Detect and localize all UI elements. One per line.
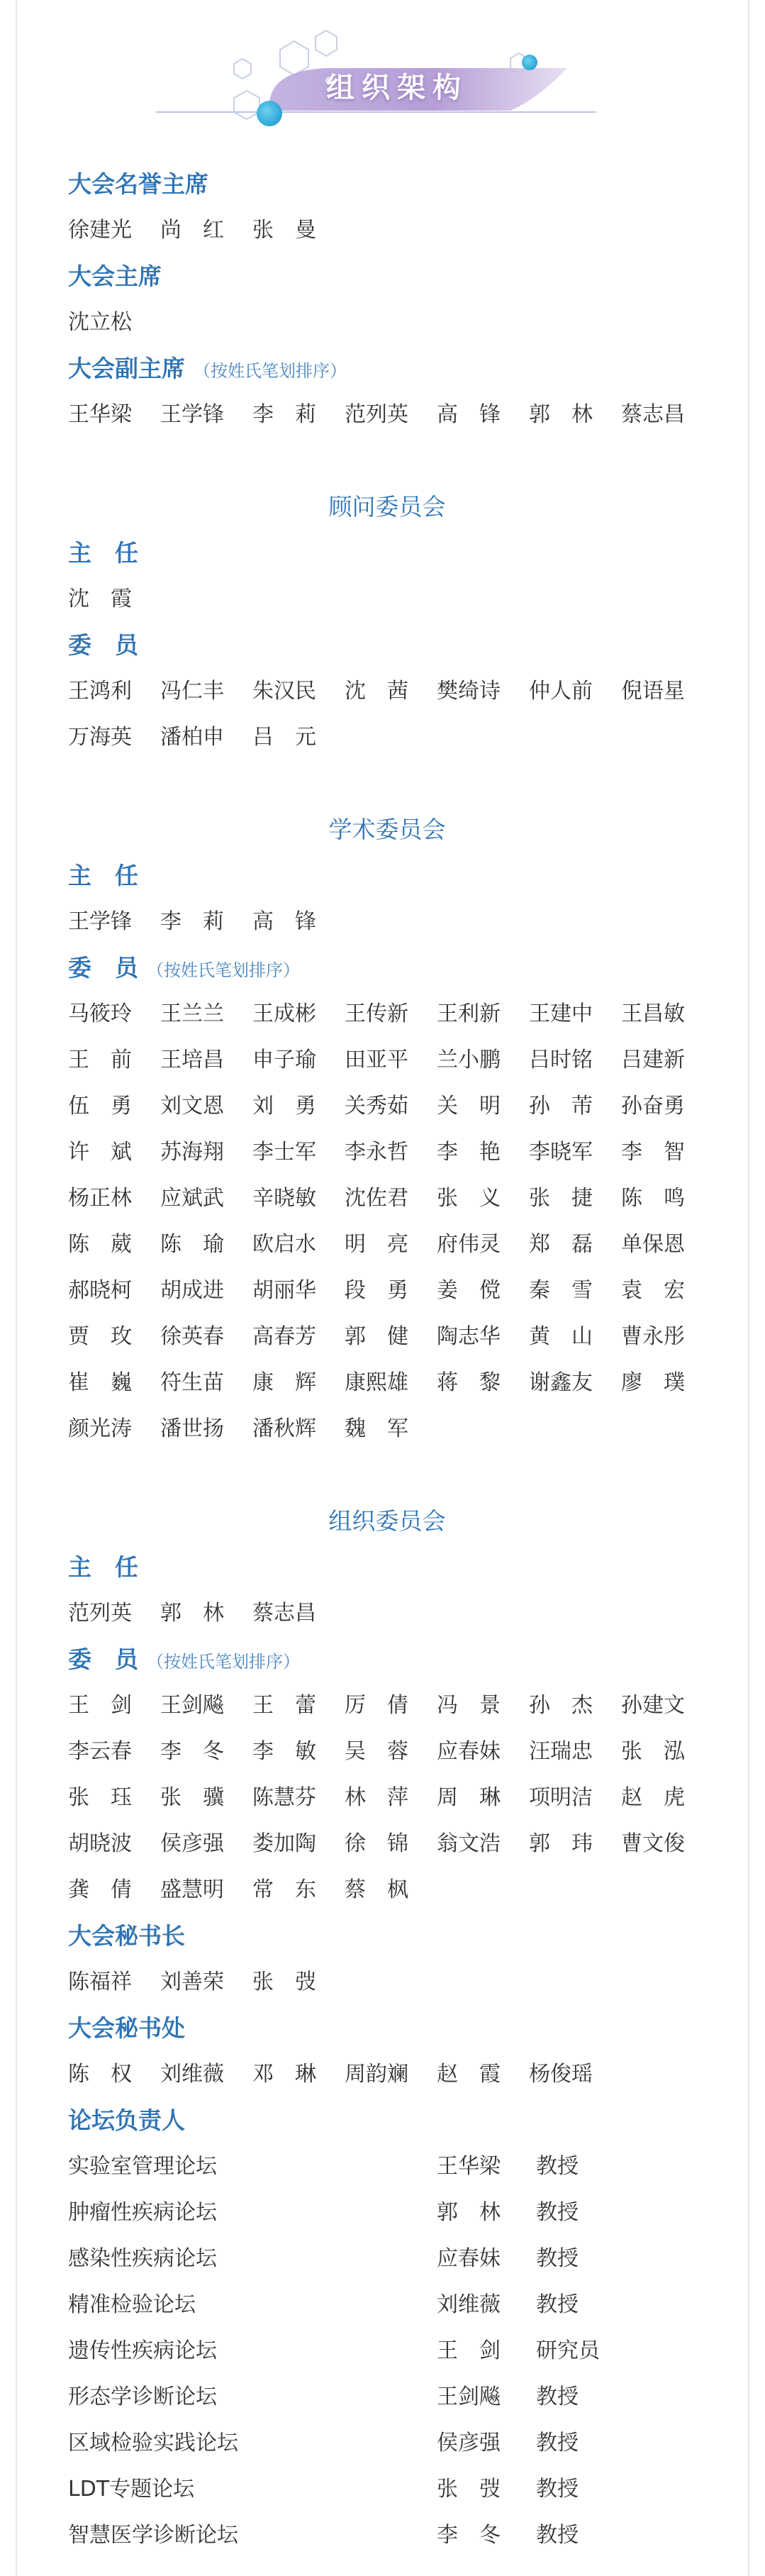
honorary-chair-heading: 大会名誉主席 [68, 170, 208, 198]
name: 张 珏 [68, 1785, 132, 1810]
name: 李 艳 [437, 1140, 501, 1165]
chair-names [68, 309, 706, 337]
name: 沈 霞 [68, 587, 132, 611]
name: 廖 璞 [621, 1370, 685, 1395]
leader-title: 教授 [536, 2431, 579, 2455]
name: 陈 葳 [68, 1232, 132, 1257]
name: 许 斌 [68, 1140, 132, 1165]
forum-leader: 郭 林 [437, 2200, 501, 2225]
name: 王华梁 [68, 402, 132, 427]
organizing-committee-title: 组织委员会 [328, 1507, 446, 1535]
name: 李永哲 [345, 1140, 408, 1165]
forum-leader: 王剑飚 [437, 2385, 501, 2409]
member-row [68, 1738, 706, 1766]
academic-director-names [68, 908, 706, 936]
forum-name: 实验室管理论坛 [68, 2154, 217, 2179]
name: 李 智 [621, 1140, 685, 1165]
leader-title: 教授 [536, 2246, 579, 2271]
name: 蔡志昌 [621, 402, 685, 427]
name: 李士军 [252, 1140, 316, 1165]
name: 刘文恩 [160, 1094, 224, 1118]
name: 冯仁丰 [160, 679, 224, 704]
secretary-general-heading: 大会秘书长 [68, 1922, 185, 1950]
leader-title: 教授 [536, 2292, 579, 2317]
name: 张 义 [437, 1186, 501, 1211]
name: 林 萍 [345, 1785, 408, 1810]
name: 刘善荣 [160, 1970, 224, 1994]
name: 杨俊瑶 [529, 2062, 593, 2087]
name: 陈福祥 [68, 1970, 132, 1994]
name: 高 锋 [252, 909, 316, 934]
secretary-general-names [68, 1968, 706, 1997]
sort-note: （按姓氏笔划排序） [147, 960, 300, 980]
forum-row [68, 2153, 706, 2181]
forum-leader: 张 弢 [437, 2477, 501, 2502]
organizing-members-label: 委 员 [68, 1645, 138, 1673]
name: 王传新 [345, 1001, 408, 1026]
name: 颜光涛 [68, 1416, 132, 1441]
name: 蒋 黎 [437, 1370, 501, 1395]
name: 樊绮诗 [437, 679, 501, 704]
name: 王兰兰 [160, 1001, 224, 1026]
name: 吕 元 [252, 725, 316, 750]
name: 曹文俊 [621, 1831, 685, 1856]
forum-name: 区域检验实践论坛 [68, 2431, 238, 2455]
vice-chair-names [68, 401, 706, 429]
sort-note: （按姓氏笔划排序） [194, 361, 347, 381]
name: 陈 权 [68, 2062, 132, 2087]
name: 黄 山 [529, 1324, 593, 1349]
name: 魏 军 [345, 1416, 408, 1441]
name: 李 敏 [252, 1739, 316, 1764]
name: 谢鑫友 [529, 1370, 593, 1395]
name: 应春妹 [437, 1739, 501, 1764]
forum-name: 形态学诊断论坛 [68, 2385, 217, 2409]
vice-chair-heading [68, 355, 706, 385]
member-row [68, 1830, 706, 1858]
name: 李 莉 [160, 909, 224, 934]
name: 潘秋辉 [252, 1416, 316, 1441]
leader-title: 教授 [536, 2154, 579, 2179]
name: 徐建光 [68, 218, 132, 243]
name: 陈慧芬 [252, 1785, 316, 1810]
leader-title: 教授 [536, 2385, 579, 2409]
forum-name: LDT专题论坛 [68, 2477, 195, 2502]
name: 陈 鸣 [621, 1186, 685, 1211]
name: 王 蕾 [252, 1693, 316, 1718]
forum-leader: 侯彦强 [437, 2431, 501, 2455]
name: 曹永彤 [621, 1324, 685, 1349]
name: 徐 锦 [345, 1831, 408, 1856]
name: 孙 芾 [529, 1094, 593, 1118]
name: 周韵斓 [345, 2062, 408, 2087]
name: 潘柏申 [160, 725, 224, 750]
member-row [68, 1692, 706, 1720]
leader-title: 教授 [536, 2200, 579, 2225]
advisory-director-names [68, 585, 706, 614]
organizing-director-names [68, 1599, 706, 1628]
name: 郑 磊 [529, 1232, 593, 1257]
vice-chair-label: 大会副主席 [68, 355, 185, 382]
academic-members-heading [68, 954, 706, 984]
name: 邓 琳 [252, 2062, 316, 2087]
name: 徐英春 [160, 1324, 224, 1349]
member-row [68, 1323, 706, 1351]
name: 王鸿利 [68, 679, 132, 704]
name: 朱汉民 [252, 679, 316, 704]
name: 吕建新 [621, 1048, 685, 1072]
member-row [68, 1369, 706, 1397]
name: 秦 雪 [529, 1278, 593, 1303]
name: 范列英 [68, 1601, 132, 1626]
forum-row [68, 2383, 706, 2411]
name: 翁文浩 [437, 1831, 501, 1856]
name: 蔡 枫 [345, 1877, 408, 1902]
honorary-chair-names [68, 216, 706, 245]
forum-leader: 王 剑 [437, 2338, 501, 2363]
name: 申子瑜 [252, 1048, 316, 1072]
name: 娄加陶 [252, 1831, 316, 1856]
forum-row [68, 2475, 706, 2504]
organizing-members-heading [68, 1645, 706, 1676]
forum-leader: 李 冬 [437, 2523, 501, 2548]
advisory-committee-title: 顾问委员会 [328, 493, 446, 521]
sort-note: （按姓氏笔划排序） [147, 1652, 300, 1672]
name: 王昌敏 [621, 1001, 685, 1026]
forum-name: 肿瘤性疾病论坛 [68, 2200, 217, 2225]
forum-row [68, 2245, 706, 2273]
forum-leader: 王华梁 [437, 2154, 501, 2179]
name: 关秀茹 [345, 1094, 408, 1118]
organizing-director-heading: 主 任 [68, 1553, 138, 1581]
forum-row [68, 2337, 706, 2365]
name: 苏海翔 [160, 1140, 224, 1165]
member-row [68, 1277, 706, 1305]
forum-leader: 应春妹 [437, 2246, 501, 2271]
member-row [68, 1000, 706, 1028]
name: 郝晓柯 [68, 1278, 132, 1303]
page-title: 组织架构 [326, 71, 468, 104]
forum-name: 遗传性疾病论坛 [68, 2338, 217, 2363]
name: 倪语星 [621, 679, 685, 704]
name: 崔 巍 [68, 1370, 132, 1395]
name: 袁 宏 [621, 1278, 685, 1303]
name: 田亚平 [345, 1048, 408, 1072]
name: 吕时铭 [529, 1048, 593, 1072]
advisory-members-row [68, 723, 706, 752]
forum-row [68, 2521, 706, 2550]
name: 仲人前 [529, 679, 593, 704]
member-row [68, 1231, 706, 1259]
name: 欧启水 [252, 1232, 316, 1257]
name: 郭 林 [529, 402, 593, 427]
name: 应斌武 [160, 1186, 224, 1211]
name: 吴 蓉 [345, 1739, 408, 1764]
name: 姜 傥 [437, 1278, 501, 1303]
name: 明 亮 [345, 1232, 408, 1257]
name: 杨正林 [68, 1186, 132, 1211]
forum-row [68, 2429, 706, 2458]
name: 万海英 [68, 725, 132, 750]
name: 冯 景 [437, 1693, 501, 1718]
name: 王 前 [68, 1048, 132, 1072]
name: 盛慧明 [160, 1877, 224, 1902]
name: 赵 霞 [437, 2062, 501, 2087]
leader-title: 教授 [536, 2523, 579, 2548]
name: 尚 红 [160, 218, 224, 243]
name: 沈佐君 [345, 1186, 408, 1211]
name: 张 弢 [252, 1970, 316, 1994]
member-row [68, 1138, 706, 1167]
name: 府伟灵 [437, 1232, 501, 1257]
name: 王成彬 [252, 1001, 316, 1026]
name: 王利新 [437, 1001, 501, 1026]
name: 孙 杰 [529, 1693, 593, 1718]
leader-title: 教授 [536, 2477, 579, 2502]
forum-name: 感染性疾病论坛 [68, 2246, 217, 2271]
academic-director-heading: 主 任 [68, 862, 138, 889]
name: 郭 林 [160, 1601, 224, 1626]
name: 厉 倩 [345, 1693, 408, 1718]
name: 侯彦强 [160, 1831, 224, 1856]
name: 龚 倩 [68, 1877, 132, 1902]
name: 沈立松 [68, 310, 132, 335]
name: 辛晓敏 [252, 1186, 316, 1211]
name: 沈 茜 [345, 679, 408, 704]
advisory-director-heading: 主 任 [68, 539, 138, 567]
name: 符生苗 [160, 1370, 224, 1395]
name: 李云春 [68, 1739, 132, 1764]
name: 常 东 [252, 1877, 316, 1902]
name: 王培昌 [160, 1048, 224, 1072]
name: 马筱玲 [68, 1001, 132, 1026]
name: 周 琳 [437, 1785, 501, 1810]
name: 胡晓波 [68, 1831, 132, 1856]
name: 潘世扬 [160, 1416, 224, 1441]
secretariat-heading: 大会秘书处 [68, 2014, 185, 2042]
name: 范列英 [345, 402, 408, 427]
name: 张 曼 [252, 218, 316, 243]
member-row [68, 1184, 706, 1213]
name: 陶志华 [437, 1324, 501, 1349]
member-row [68, 1046, 706, 1075]
name: 王建中 [529, 1001, 593, 1026]
name: 蔡志昌 [252, 1601, 316, 1626]
name: 李 冬 [160, 1739, 224, 1764]
forum-leader: 刘维薇 [437, 2292, 501, 2317]
name: 张 泓 [621, 1739, 685, 1764]
name: 王学锋 [160, 402, 224, 427]
secretariat-names [68, 2060, 706, 2089]
member-row [68, 1784, 706, 1812]
member-row [68, 1876, 706, 1904]
name: 孙建文 [621, 1693, 685, 1718]
member-row [68, 1092, 706, 1121]
name: 刘 勇 [252, 1094, 316, 1118]
name: 关 明 [437, 1094, 501, 1118]
name: 贾 玫 [68, 1324, 132, 1349]
advisory-members-row [68, 677, 706, 706]
name: 高春芳 [252, 1324, 316, 1349]
name: 张 骥 [160, 1785, 224, 1810]
name: 伍 勇 [68, 1094, 132, 1118]
name: 李晓军 [529, 1140, 593, 1165]
name: 胡成进 [160, 1278, 224, 1303]
name: 郭 健 [345, 1324, 408, 1349]
name: 段 勇 [345, 1278, 408, 1303]
name: 胡丽华 [252, 1278, 316, 1303]
member-row [68, 1415, 706, 1443]
name: 李 莉 [252, 402, 316, 427]
name: 赵 虎 [621, 1785, 685, 1810]
name: 王 剑 [68, 1693, 132, 1718]
name: 孙奋勇 [621, 1094, 685, 1118]
forum-name: 智慧医学诊断论坛 [68, 2523, 238, 2548]
name: 刘维薇 [160, 2062, 224, 2087]
name: 王剑飚 [160, 1693, 224, 1718]
chair-heading: 大会主席 [68, 262, 162, 290]
name: 项明洁 [529, 1785, 593, 1810]
name: 汪瑞忠 [529, 1739, 593, 1764]
name: 康 辉 [252, 1370, 316, 1395]
name: 单保恩 [621, 1232, 685, 1257]
forum-leaders-heading: 论坛负责人 [68, 2106, 185, 2134]
name: 张 捷 [529, 1186, 593, 1211]
leader-title: 研究员 [536, 2338, 600, 2363]
forum-row [68, 2291, 706, 2319]
forum-name: 精准检验论坛 [68, 2292, 196, 2317]
name: 康熙雄 [345, 1370, 408, 1395]
name: 王学锋 [68, 909, 132, 934]
academic-members-label: 委 员 [68, 954, 138, 982]
academic-committee-title: 学术委员会 [328, 816, 446, 843]
name: 兰小鹏 [437, 1048, 501, 1072]
advisory-members-heading: 委 员 [68, 631, 138, 659]
forum-row [68, 2199, 706, 2227]
name: 郭 玮 [529, 1831, 593, 1856]
name: 陈 瑜 [160, 1232, 224, 1257]
name: 高 锋 [437, 402, 501, 427]
